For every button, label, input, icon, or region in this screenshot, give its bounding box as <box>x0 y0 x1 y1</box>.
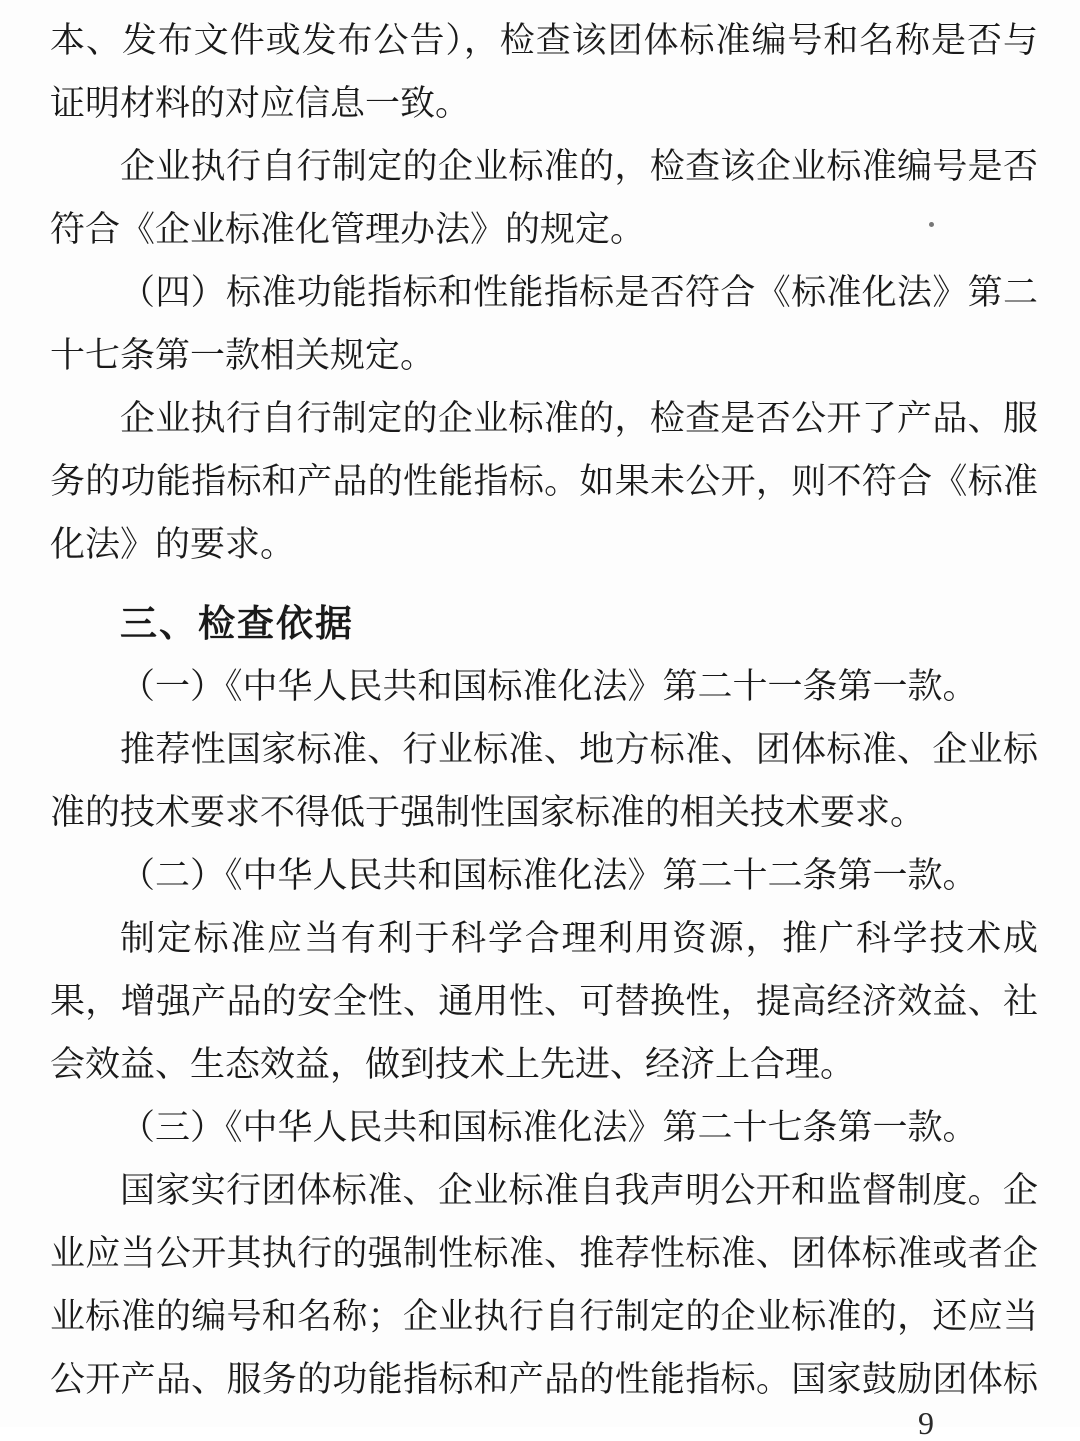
text-line: 制定标准应当有利于科学合理利用资源，推广科学技术成 <box>120 919 1038 958</box>
page-number: 9 <box>918 1405 934 1441</box>
section-heading: 三、检查依据 <box>120 603 354 644</box>
text-line: （三）《中华人民共和国标准化法》第二十七条第一款。 <box>120 1108 978 1147</box>
text-line: 准的技术要求不得低于强制性国家标准的相关技术要求。 <box>50 793 926 832</box>
document-body <box>50 9 1038 1411</box>
text-line: 企业执行自行制定的企业标准的，检查该企业标准编号是否 <box>120 147 1038 186</box>
text-line: 推荐性国家标准、行业标准、地方标准、团体标准、企业标 <box>120 730 1038 769</box>
scan-artifact-dot <box>929 222 934 227</box>
text-line: 业标准的编号和名称；企业执行自行制定的企业标准的，还应当 <box>50 1297 1038 1336</box>
text-line: （一）《中华人民共和国标准化法》第二十一条第一款。 <box>120 667 978 706</box>
text-line: 业应当公开其执行的强制性标准、推荐性标准、团体标准或者企 <box>50 1234 1038 1273</box>
text-line: 会效益、生态效益，做到技术上先进、经济上合理。 <box>50 1045 856 1084</box>
text-line: 公开产品、服务的功能指标和产品的性能指标。国家鼓励团体标 <box>50 1360 1038 1399</box>
text-line: （四）标准功能指标和性能指标是否符合《标准化法》第二 <box>120 273 1038 312</box>
text-line: 本、发布文件或发布公告），检查该团体标准编号和名称是否与 <box>50 21 1038 60</box>
text-line: 果，增强产品的安全性、通用性、可替换性，提高经济效益、社 <box>50 982 1038 1021</box>
text-line: 证明材料的对应信息一致。 <box>50 84 471 123</box>
text-line: 化法》的要求。 <box>50 525 296 564</box>
text-line: （二）《中华人民共和国标准化法》第二十二条第一款。 <box>120 856 978 895</box>
text-line: 企业执行自行制定的企业标准的，检查是否公开了产品、服 <box>120 399 1038 438</box>
text-line: 十七条第一款相关规定。 <box>50 336 436 375</box>
text-line: 务的功能指标和产品的性能指标。如果未公开，则不符合《标准 <box>50 462 1038 501</box>
text-line: 符合《企业标准化管理办法》的规定。 <box>50 210 646 249</box>
text-line: 国家实行团体标准、企业标准自我声明公开和监督制度。企 <box>120 1171 1038 1210</box>
